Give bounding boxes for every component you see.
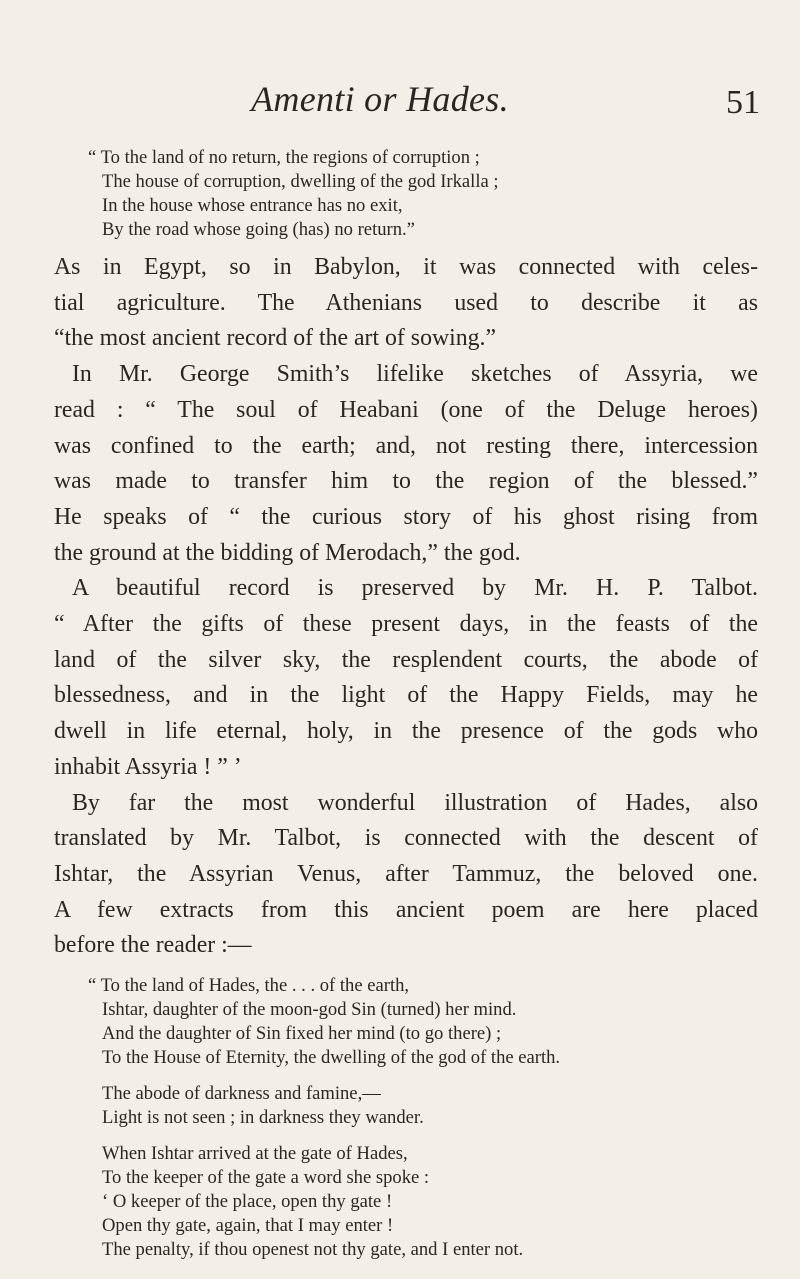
quote-line: By the road whose going (has) no return.” (102, 219, 415, 240)
paragraph-4-line: A few extracts from this ancient poem are here placed (54, 896, 758, 923)
paragraph-3-line: blessedness, and in the light of the Happy Fields, may he (54, 682, 758, 709)
quote-line: To the House of Eternity, the dwelling of the god of the earth. (102, 1047, 561, 1068)
quote-line: The penalty, if thou openest not thy gate, and I enter not. (102, 1239, 524, 1260)
quote-line: And the daughter of Sin fixed her mind (to go there) ; (102, 1023, 502, 1044)
paragraph-4-line: By far the most wonderful illustration of Hades, also (72, 789, 758, 816)
paragraph-3-line: “ After the gifts of these present days, in the feasts of the (54, 611, 758, 638)
paragraph-3-line: A beautiful record is preserved by Mr. H. P. Talbot. (72, 575, 758, 602)
paragraph-2-line: the ground at the bidding of Merodach,” the god. (54, 539, 521, 566)
paragraph-3-line: inhabit Assyria ! ” ’ (54, 753, 242, 780)
quote-line: In the house whose entrance has no exit, (102, 195, 403, 216)
paragraph-2-line: In Mr. George Smith’s lifelike sketches of Assyria, we (72, 361, 758, 388)
quote-top (88, 146, 499, 242)
quote-bottom-stanza-1 (88, 974, 560, 1070)
quote-line: Light is not seen ; in darkness they wander. (102, 1107, 424, 1128)
body-text (54, 250, 758, 964)
paragraph-3-line: land of the silver sky, the resplendent courts, the abode of (54, 646, 758, 673)
paragraph-2-line: He speaks of “ the curious story of his ghost rising from (54, 503, 758, 530)
quote-line: When Ishtar arrived at the gate of Hades, (102, 1143, 408, 1164)
running-head (80, 78, 760, 128)
quote-line: Ishtar, daughter of the moon-god Sin (turned) her mind. (102, 999, 517, 1020)
paragraph-4-line: translated by Mr. Talbot, is connected with the descent of (54, 825, 758, 852)
quote-bottom-stanza-3 (88, 1142, 523, 1262)
paragraph-4-line: Ishtar, the Assyrian Venus, after Tammuz, the beloved one. (54, 860, 758, 887)
paragraph-2-line: read : “ The soul of Heabani (one of the Deluge heroes) (54, 396, 758, 423)
quote-line: The house of corruption, dwelling of the god Irkalla ; (102, 171, 499, 192)
paragraph-1-line: As in Egypt, so in Babylon, it was connected with celes- (54, 254, 758, 280)
quote-line: The abode of darkness and famine,— (102, 1083, 381, 1104)
paragraph-4-line: before the reader :— (54, 932, 252, 959)
quote-line: To the keeper of the gate a word she spoke : (102, 1167, 430, 1188)
quote-bottom-stanza-2 (88, 1082, 424, 1130)
running-title: Amenti or Hades. (251, 79, 509, 119)
paragraph-1-line: “the most ancient record of the art of sowing.” (54, 325, 497, 352)
paragraph-2-line: was made to transfer him to the region of the blessed.” (54, 468, 758, 495)
quote-line: ‘ O keeper of the place, open thy gate ! (102, 1191, 393, 1212)
paragraph-1-line: tial agriculture. The Athenians used to describe it as (54, 289, 758, 316)
paragraph-2-line: was confined to the earth; and, not resting there, intercession (54, 432, 758, 459)
quote-line: “ To the land of Hades, the . . . of the earth, (88, 975, 410, 996)
paragraph-3-line: dwell in life eternal, holy, in the presence of the gods who (54, 718, 758, 745)
quote-line: “ To the land of no return, the regions of corruption ; (88, 147, 480, 168)
page-number: 51 (726, 84, 760, 121)
quote-line: Open thy gate, again, that I may enter ! (102, 1215, 394, 1236)
